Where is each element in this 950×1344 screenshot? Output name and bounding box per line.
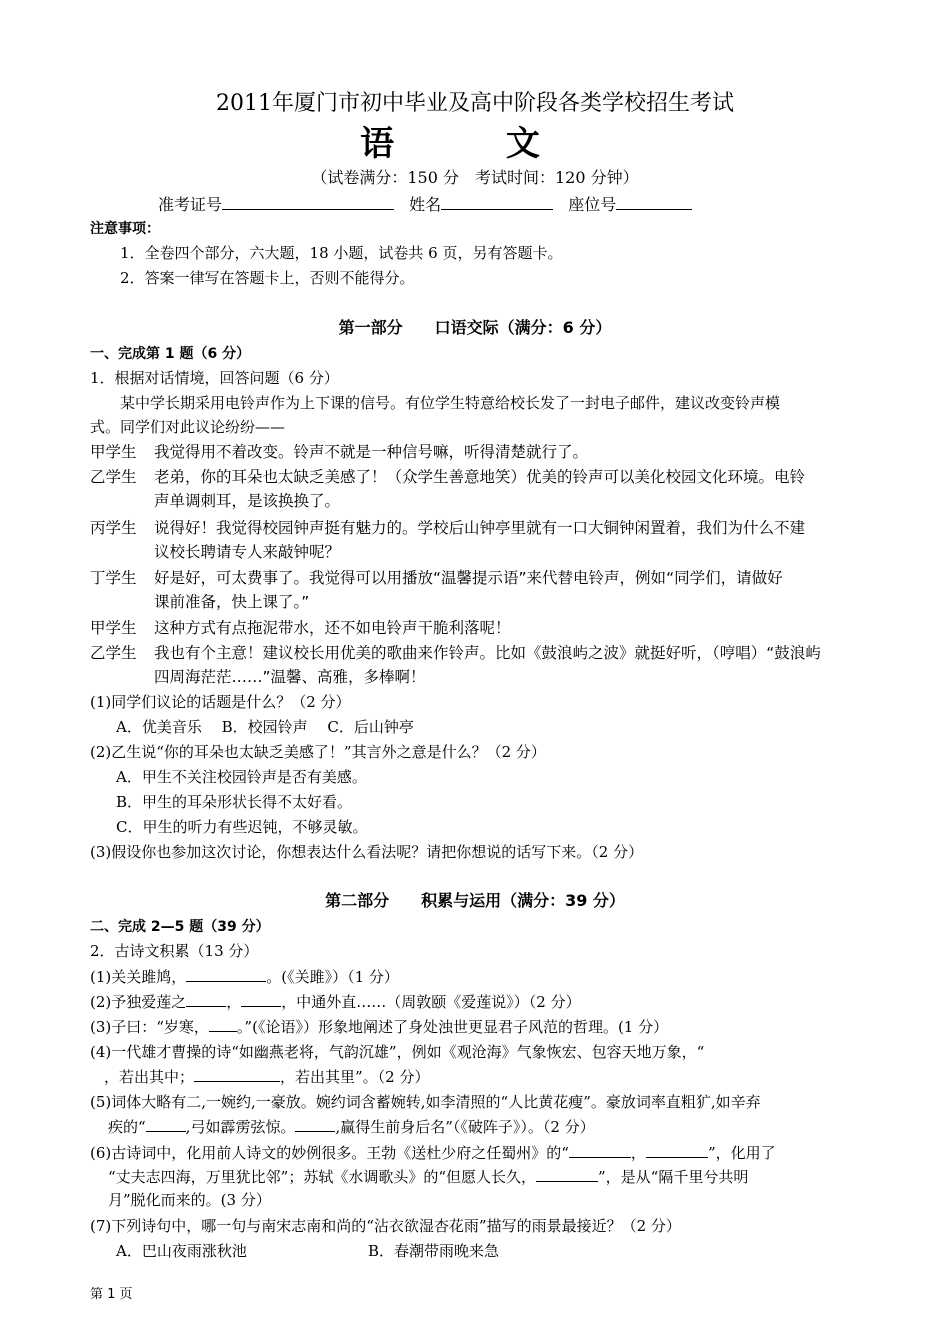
dialog-line: 乙学生 我也有个主意！建议校长用优美的歌曲来作铃声。比如《鼓浪屿之波》就挺好听，（哼唱）“鼓浪屿 [90, 644, 821, 662]
notice-item-2: 2．答案一律写在答题卡上，否则不能得分。 [120, 269, 415, 287]
poem-item-6-line-1: (6)古诗词中，化用前人诗文的妙例很多。王勃《送杜少府之任蜀州》的“ ， ”，化用了 [90, 1144, 776, 1162]
answer-blank[interactable] [186, 966, 266, 982]
poem-item-6-line-2: “丈夫志四海，万里犹比邻”；苏轼《水调歌头》的“但愿人长久， ”，是从“隔千里兮共明 [108, 1168, 749, 1186]
name-label: 姓名 [409, 195, 442, 214]
sub1-options: A．优美音乐 B．校园铃声 C．后山钟亭 [116, 718, 414, 736]
part1-heading: 第一部分 口语交际（满分：6 分） [338, 318, 612, 337]
dialog-line: 甲学生 这种方式有点拖泥带水，还不如电铃声干脆利落呢！ [90, 619, 511, 637]
seat-label: 座位号 [568, 195, 617, 214]
intro-line-2: 式。同学们对此议论纷纷—— [90, 418, 286, 436]
poem-item-1: (1)关关雎鸠， 。(《关雎》）（1 分） [90, 968, 399, 986]
answer-blank[interactable] [194, 1066, 280, 1082]
poem-item-4-line-2: ，若出其中； ，若出其里”。（2 分） [104, 1068, 430, 1086]
dialog-continuation: 课前准备，快上课了。” [154, 593, 310, 611]
item7-option-b: B．春潮带雨晚来急 [368, 1242, 500, 1260]
question-1: 1．根据对话情境，回答问题（6 分） [90, 369, 339, 387]
dialog-line: 丙学生 说得好！我觉得校园钟声挺有魅力的。学校后山钟亭里就有一口大铜钟闲置着，我们为什么不建 [90, 519, 806, 537]
poem-item-3: (3)子曰：“岁寒， 。”(《论语》）形象地阐述了身处浊世更显君子风范的哲理。(1 分） [90, 1018, 669, 1036]
poem-item-7: (7)下列诗句中，哪一句与南宋志南和尚的“沾衣欲湿杏花雨”描写的雨景最接近？（2 分） [90, 1217, 681, 1235]
subject-title: 语 文 [360, 124, 590, 164]
part2-heading: 第二部分 积累与运用（满分：39 分） [325, 891, 625, 910]
candidate-info-row [158, 194, 692, 215]
speaker: 甲学生 [90, 443, 137, 461]
sub2-option-a: A．甲生不关注校园铃声是否有美感。 [116, 768, 367, 786]
part2-section: 二、完成 2—5 题（39 分） [90, 919, 270, 935]
question-2: 2．古诗文积累（13 分） [90, 942, 259, 960]
dialog-continuation: 议校长聘请专人来敲钟呢？ [154, 543, 341, 561]
answer-blank[interactable] [569, 1142, 631, 1158]
answer-blank[interactable] [146, 1116, 186, 1132]
id-blank[interactable] [222, 194, 394, 210]
speaker: 丙学生 [90, 519, 137, 537]
answer-blank[interactable] [295, 1116, 335, 1132]
poem-item-5-line-1: (5)词体大略有二,一婉约,一豪放。婉约词含蓄婉转,如李清照的“人比黄花瘦”。豪放词率直粗犷,如辛弃 [90, 1093, 761, 1111]
speaker: 乙学生 [90, 644, 137, 662]
speaker: 乙学生 [90, 468, 137, 486]
answer-blank[interactable] [209, 1016, 237, 1032]
sub-question-3: (3)假设你也参加这次讨论，你想表达什么看法呢？请把你想说的话写下来。（2 分） [90, 843, 644, 861]
answer-blank[interactable] [536, 1166, 598, 1182]
sub2-option-b: B．甲生的耳朵形状长得不太好看。 [116, 793, 353, 811]
answer-blank[interactable] [241, 991, 281, 1007]
sub2-option-c: C．甲生的听力有些迟钝，不够灵敏。 [116, 818, 368, 836]
notice-heading: 注意事项： [90, 221, 160, 237]
dialog-line: 乙学生 老弟，你的耳朵也太缺乏美感了！（众学生善意地笑）优美的铃声可以美化校园文化环境。电铃 [90, 468, 806, 486]
dialog-continuation: 声单调刺耳，是该换换了。 [154, 492, 341, 510]
poem-item-2: (2)予独爱莲之 ， ，中通外直……（周敦颐《爱莲说》）（2 分） [90, 993, 581, 1011]
answer-blank[interactable] [646, 1142, 708, 1158]
poem-item-6-line-3: 月”脱化而来的。(3 分） [108, 1191, 271, 1209]
page-number: 第 1 页 [90, 1287, 133, 1302]
name-blank[interactable] [441, 194, 553, 210]
notice-item-1: 1．全卷四个部分，六大题，18 小题，试卷共 6 页，另有答题卡。 [120, 244, 563, 262]
exam-info: （试卷满分：150 分 考试时间：120 分钟） [311, 168, 639, 187]
poem-item-4-line-1: (4)一代雄才曹操的诗“如幽燕老将，气韵沉雄”，例如《观沧海》气象恢宏、包容天地万象，“ [90, 1043, 705, 1061]
sub-question-1: (1)同学们议论的话题是什么？（2 分） [90, 693, 351, 711]
exam-title: 2011年厦门市初中毕业及高中阶段各类学校招生考试 [216, 91, 734, 116]
part1-section: 一、完成第 1 题（6 分） [90, 346, 251, 362]
speaker: 甲学生 [90, 619, 137, 637]
item7-option-a: A．巴山夜雨涨秋池 [116, 1242, 247, 1260]
sub-question-2: (2)乙生说“你的耳朵也太缺乏美感了！”其言外之意是什么？（2 分） [90, 743, 546, 761]
answer-blank[interactable] [186, 991, 226, 1007]
dialog-line: 甲学生 我觉得用不着改变。铃声不就是一种信号嘛，听得清楚就行了。 [90, 443, 589, 461]
dialog-line: 丁学生 好是好，可太费事了。我觉得可以用播放“温馨提示语”来代替电铃声，例如“同学们，请做好 [90, 569, 783, 587]
id-label: 准考证号 [158, 195, 223, 214]
speaker: 丁学生 [90, 569, 137, 587]
seat-blank[interactable] [616, 194, 692, 210]
dialog-continuation: 四周海茫茫……”温馨、高雅，多棒啊！ [154, 668, 426, 686]
intro-line-1: 某中学长期采用电铃声作为上下课的信号。有位学生特意给校长发了一封电子邮件，建议改变铃声模 [120, 394, 781, 412]
poem-item-5-line-2: 疾的“ ,弓如霹雳弦惊。 ,赢得生前身后名”（《破阵子》）。（2 分） [108, 1118, 595, 1136]
